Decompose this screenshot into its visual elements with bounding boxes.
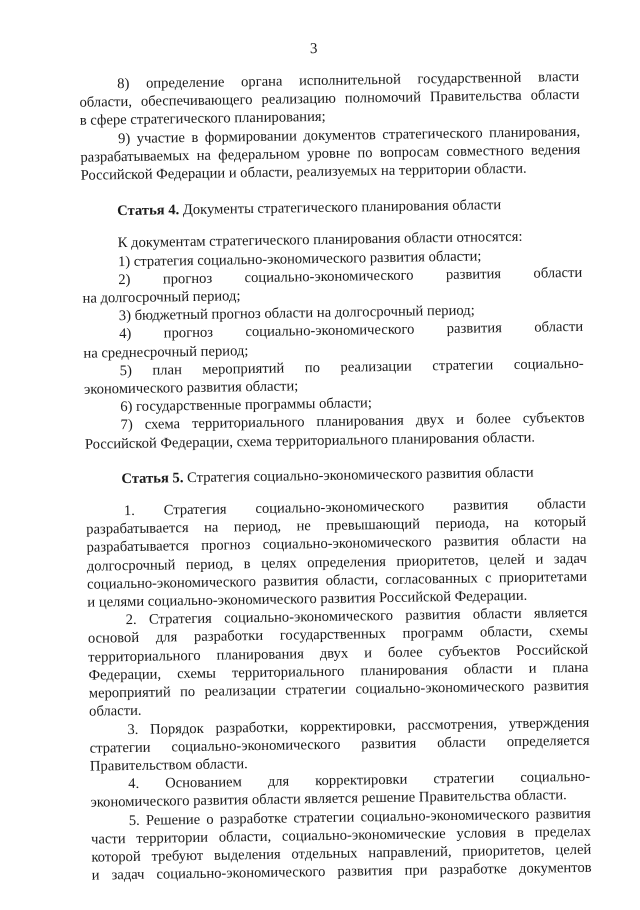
line: Правительством области. [89,756,248,775]
line: 2. Стратегия социально-экономического развития области является [125,605,588,629]
line: разрабатываемых на федеральном уровне по вопросам совместного ведения [80,141,581,166]
article-label: Статья 5. [121,470,184,487]
list-item: 1) стратегия социально-экономического развития области; [117,248,482,270]
line: на среднесрочный период; [83,342,249,362]
line: 8) определение органа исполнительной государственной власти [117,68,580,93]
line: части территории области, социально-экономические условия в пределах [90,823,592,848]
paragraph [88,604,590,721]
line: Российской Федерации и области, реализуемых на территории области. [80,160,527,184]
line: и задач социально-экономического развития при разработке документов [91,859,592,884]
line: разрабатывается на период, не превышающий периода, на который [86,514,587,538]
line: которой требуют выделения отдельных направлений, приоритетов, целей [91,841,592,866]
line: 4. Основанием для корректировки стратегии социально- [128,768,591,793]
line: стратегии социально-экономического развития области определяется [89,732,590,757]
line: социально-экономического развития области, согласованных с приоритетами [86,568,588,593]
page-number: 3 [309,40,318,58]
line: 5. Решение о разработке стратегии социально-экономического развития [128,805,591,829]
list-item [79,68,580,130]
line: разрабатывается прогноз социально-экономического развития области на [86,532,587,557]
line: области, обеспечивающего реализацию полномочий Правительства области [79,87,580,111]
line: 9) участие в формировании документов стратегического планирования, [117,123,581,147]
article-title: Документы стратегического планирования области [182,197,502,219]
article4-body [82,227,585,453]
line: на долгосрочный период; [82,288,241,307]
paragraph [86,495,588,612]
article-title: Стратегия социально-экономического развития области [186,464,534,486]
line: экономического развития области; [83,378,299,398]
line: 1. Стратегия социально-экономического развития области [123,495,587,520]
line: в сфере стратегического планирования; [79,109,326,130]
line: области. [88,703,142,720]
line: 2) прогноз социально-экономического развития области [118,264,583,288]
document-body [79,68,592,885]
line: территориального планирования двух и более субъектов Российской [88,641,589,666]
line: и целями социально-экономического развития Российской Федерации. [87,587,528,611]
line: основой для разработки государственных программ области, схемы [87,623,589,648]
list-item: 3) бюджетный прогноз области на долгосрочный период; [118,302,475,325]
article-label: Статья 4. [117,202,180,220]
line: 7) схема территориального планирования двух и более субъектов [120,410,585,434]
line: 3. Порядок разработки, корректировки, рассмотрения, утверждения [127,714,590,738]
line: 4) прогноз социально-экономического развития области [119,319,584,343]
article5-body [86,495,592,885]
list-item [80,122,581,184]
line: Российской Федерации, схема территориального планирования области. [84,429,536,453]
line: экономического развития области является решение Правительства области. [90,787,567,811]
line: мероприятий по реализации стратегии социально-экономического развития [88,677,589,702]
line: долгосрочный период, в целях определения приоритетов, целей и задач [86,550,587,575]
paragraph [91,804,592,885]
article-intro: К документам стратегического планирования области относятся: [117,229,523,252]
article3-tail [79,68,581,185]
list-item: 6) государственные программы области; [120,395,372,416]
paragraph [89,713,590,775]
line: 5) план мероприятий по реализации стратегии социально- [119,355,584,379]
line: Федерации, схемы территориального планирования области и плана [88,659,589,684]
